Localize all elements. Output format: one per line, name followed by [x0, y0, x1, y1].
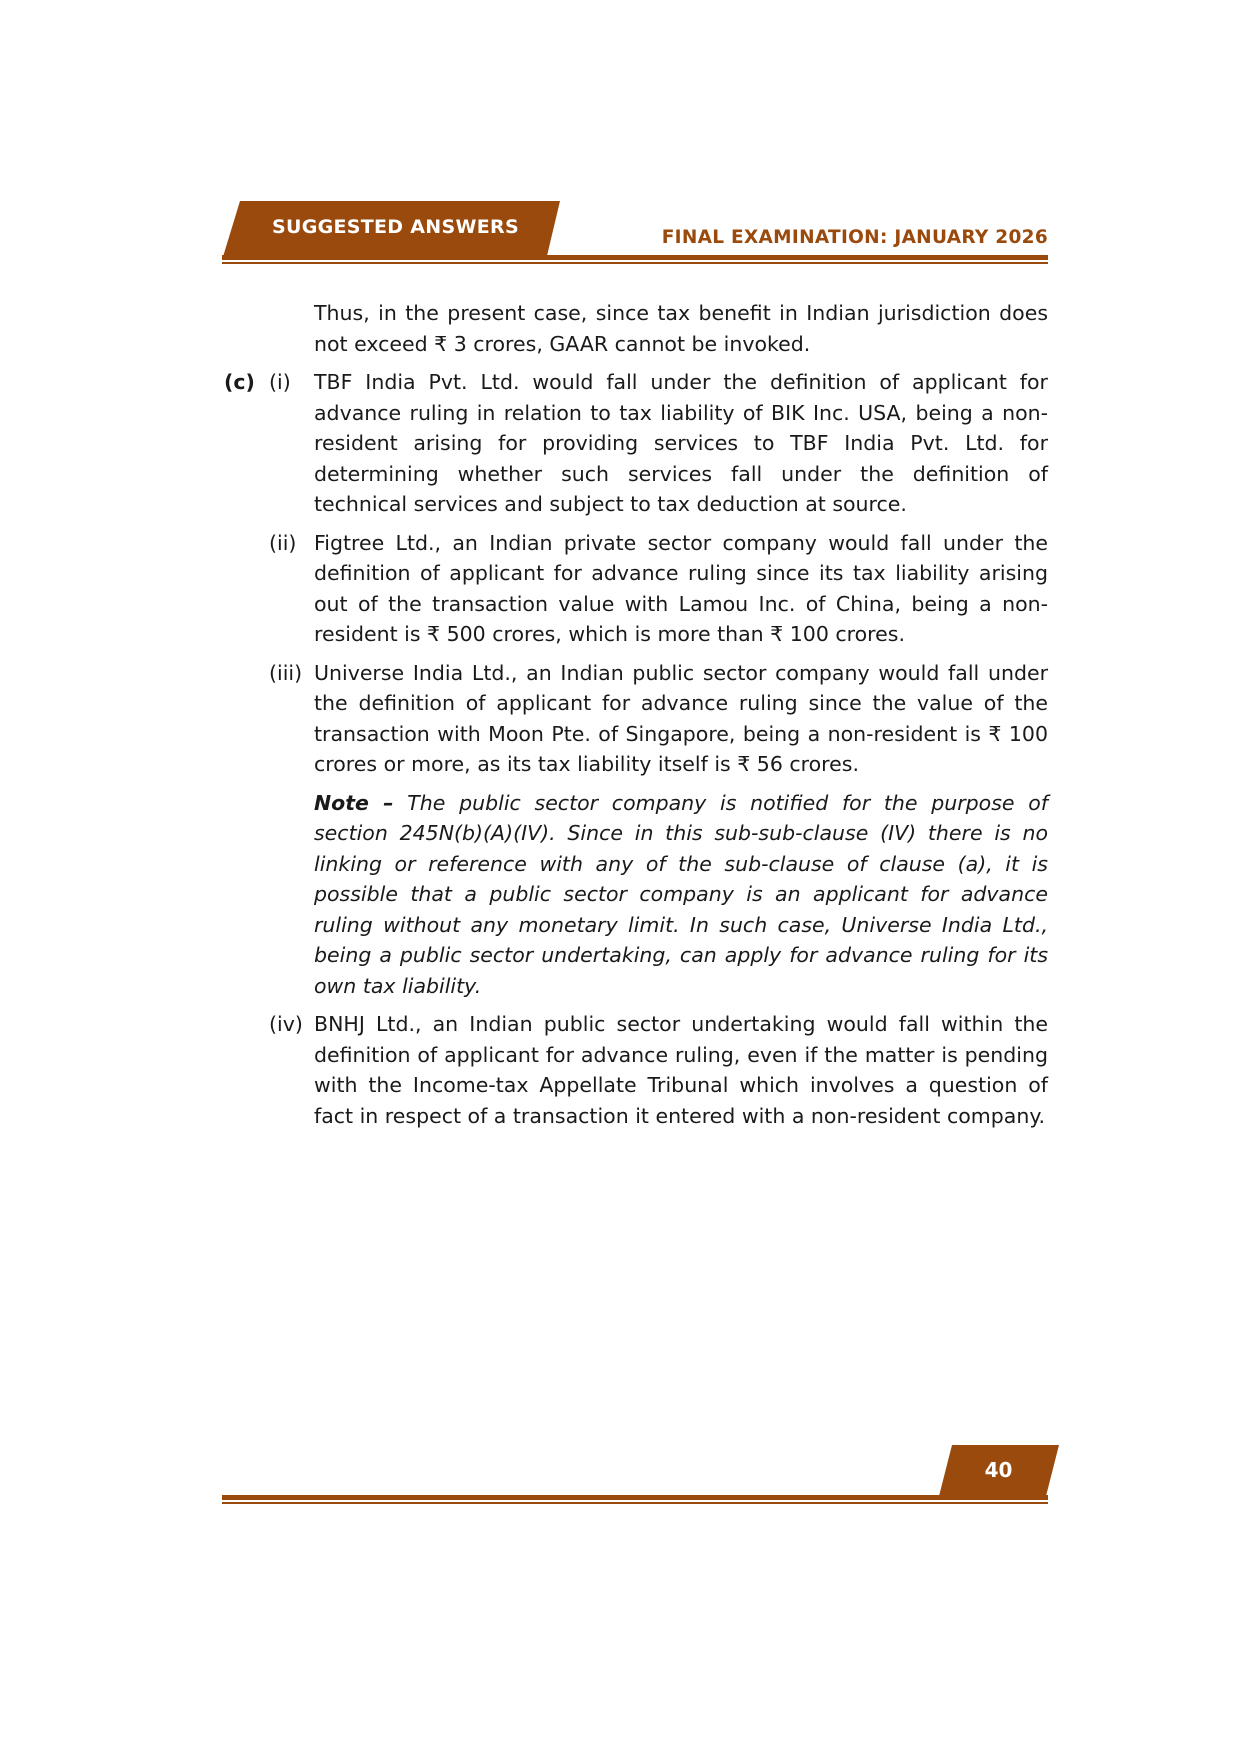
- item-marker: (ii): [269, 530, 297, 555]
- footer-rule-thin: [222, 1502, 1048, 1504]
- header-rule: [222, 255, 1048, 260]
- note-paragraph: [222, 788, 1048, 1002]
- item-marker: (i): [269, 370, 291, 394]
- list-item-ii: [222, 528, 1048, 650]
- list-item-i: [222, 367, 1048, 520]
- intro-paragraph: [222, 298, 1048, 359]
- page-content: [222, 298, 1048, 1139]
- header-rule-thin: [222, 262, 1048, 264]
- list-item-iii: [222, 658, 1048, 780]
- item-text: Universe India Ltd., an Indian public sector company would fall under the definition of applicant for advance ruling since the value of the transaction with Moon Pte. of Singapore, being a non-resident is ₹ 100 crores or more, as its tax liability itself is ₹ 56 crores.: [314, 660, 1048, 776]
- note-label: Note –: [314, 790, 394, 815]
- item-text: BNHJ Ltd., an Indian public sector undertaking would fall within the definition of applicant for advance ruling, even if the matter is pending with the Income-tax Appellate Tribunal which involves a question of fact in respect of a transaction it entered with a non-resident company.: [314, 1012, 1048, 1128]
- footer-rule: [222, 1495, 1048, 1500]
- header-title: FINAL EXAMINATION: JANUARY 2026: [661, 227, 1048, 248]
- list-item-iv: [222, 1009, 1048, 1131]
- intro-text: Thus, in the present case, since tax benefit in Indian jurisdiction does not exceed ₹ 3 crores, GAAR cannot be invoked.: [314, 301, 1048, 356]
- item-text: Figtree Ltd., an Indian private sector company would fall under the definition of applicant for advance ruling since its tax liability arising out of the transaction value with Lamou Inc. of China, being a non-resident is ₹ 500 crores, which is more than ₹ 100 crores.: [314, 530, 1048, 646]
- page-number: 40: [984, 1458, 1013, 1482]
- note-text: The public sector company is notified for the purpose of section 245N(b)(A)(IV). Since in this sub-sub-clause (IV) there is no linking or reference with any of the sub-clause of clause (a), it is possible that a public sector company is an applicant for advance ruling without any monetary limit. In such case, Universe India Ltd., being a public sector undertaking, can apply for advance ruling for its own tax liability.: [314, 790, 1048, 998]
- section-marker: (c): [224, 370, 255, 394]
- header-tab-label: SUGGESTED ANSWERS: [272, 216, 519, 238]
- item-marker: (iii): [269, 660, 303, 685]
- item-text: TBF India Pvt. Ltd. would fall under the definition of applicant for advance ruling in relation to tax liability of BIK Inc. USA, being a non-resident arising for providing services to TBF India Pvt. Ltd. for determining whether such services fall under the definition of technical services and subject to tax deduction at source.: [314, 370, 1048, 516]
- item-marker: (iv): [269, 1012, 303, 1036]
